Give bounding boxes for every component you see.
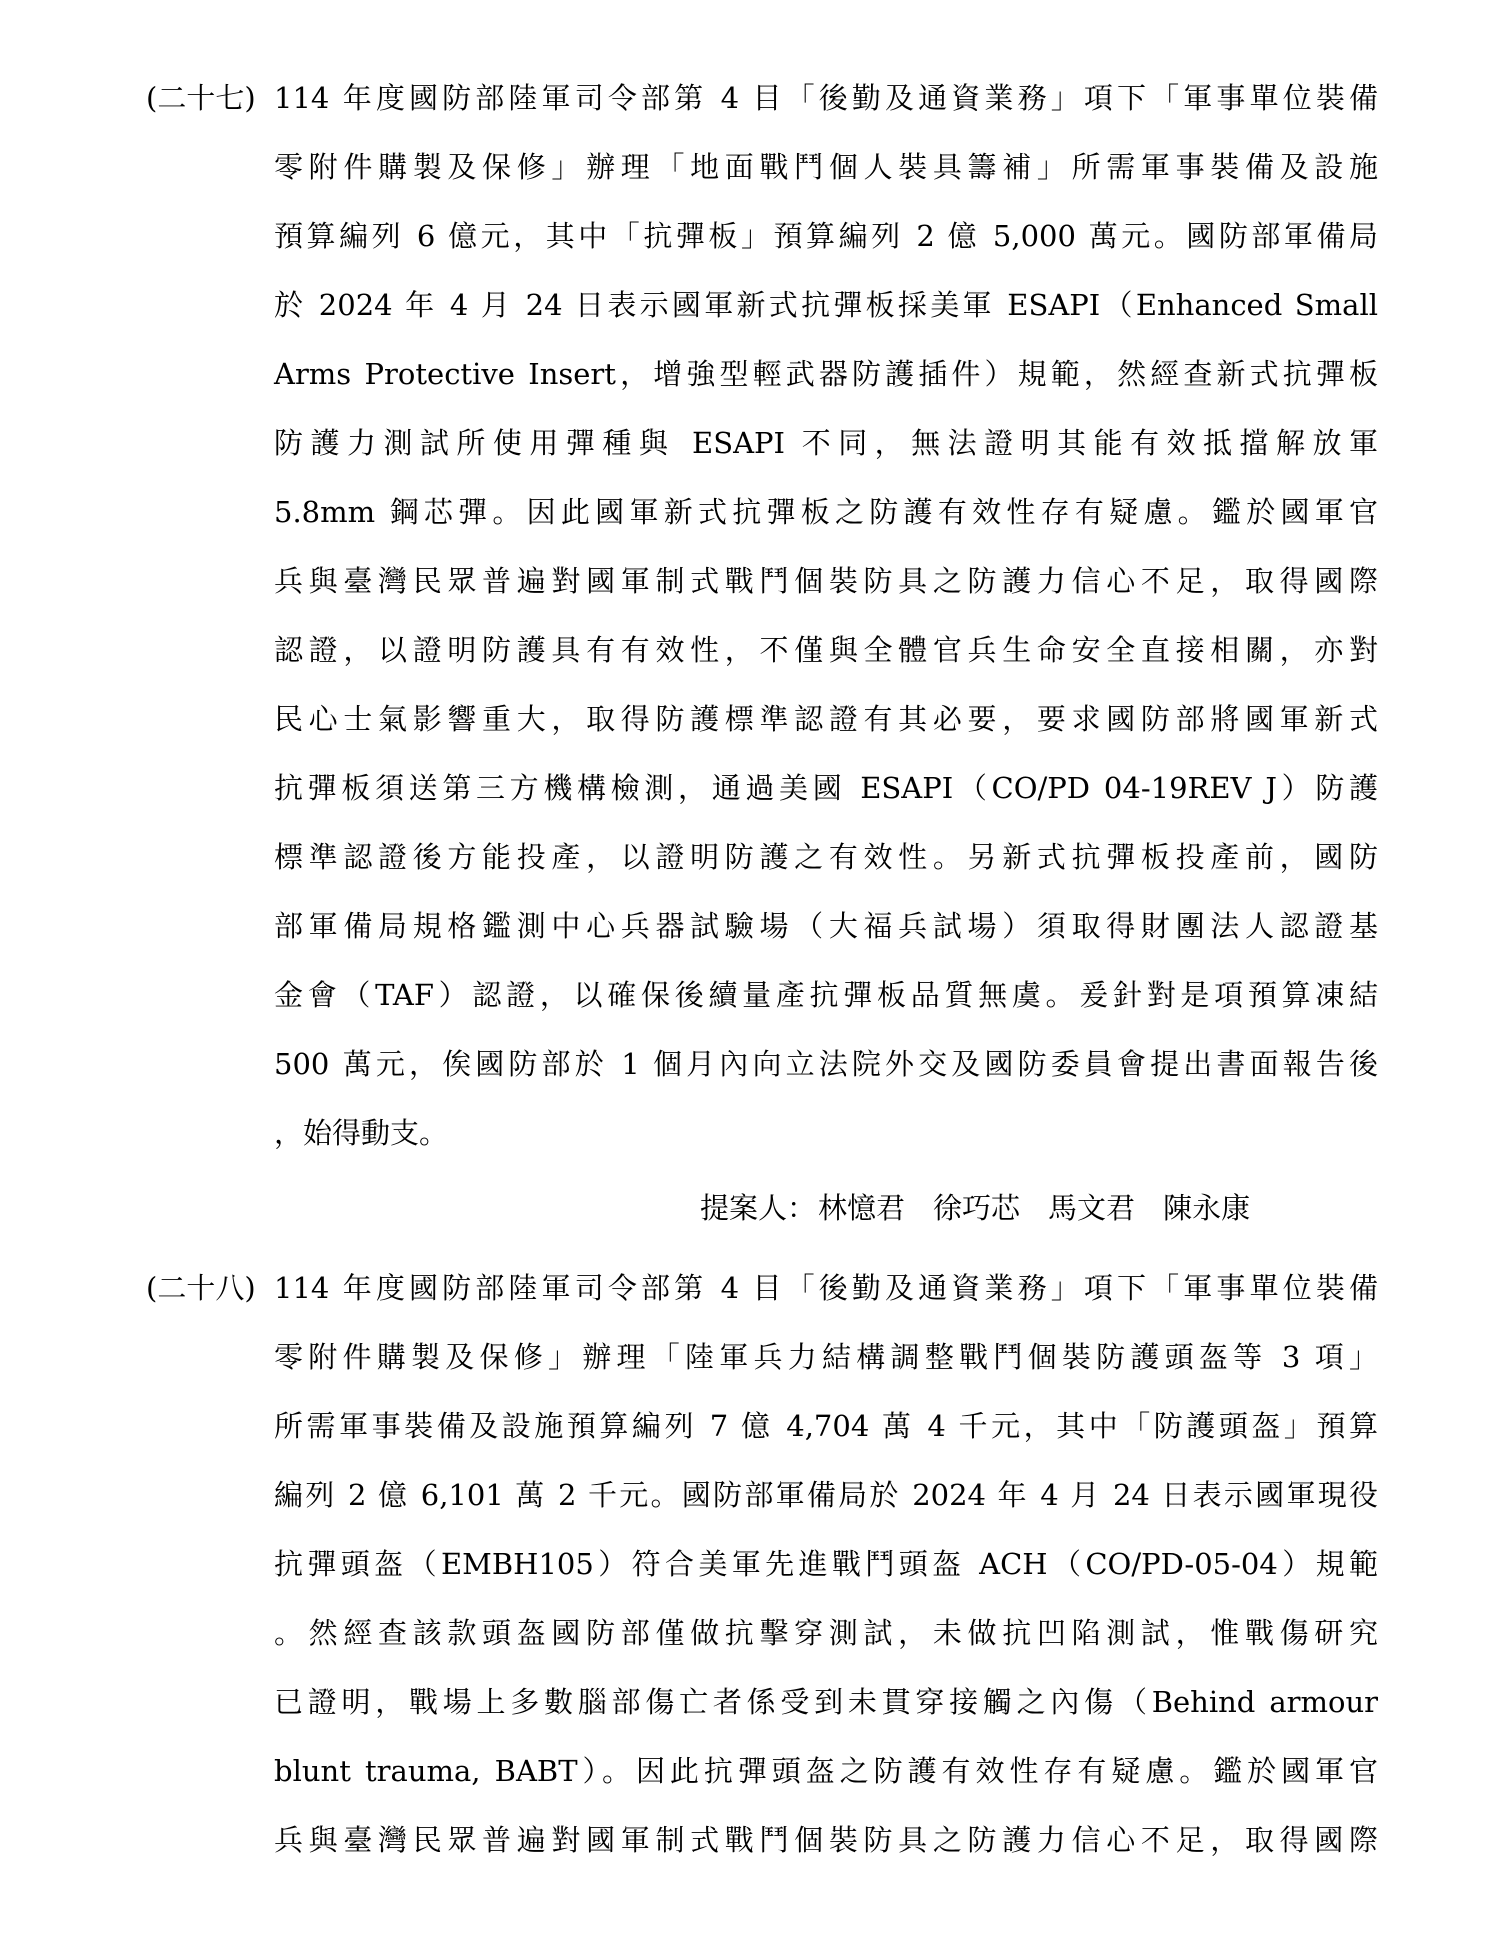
proposer-name: 陳永康 bbox=[1163, 1191, 1251, 1225]
paragraph-line: 部軍備局規格鑑測中心兵器試驗場（大福兵試場）須取得財團法人認證基 bbox=[274, 909, 1378, 943]
paragraph-line: 抗彈板須送第三方機構檢測，通過美國 ESAPI（CO/PD 04-19REV J）防護 bbox=[274, 771, 1378, 805]
paragraph-line: 兵與臺灣民眾普遍對國軍制式戰鬥個裝防具之防護力信心不足，取得國際 bbox=[274, 1823, 1378, 1857]
proposal-27 bbox=[146, 80, 1378, 1240]
paragraph-line: 已證明，戰場上多數腦部傷亡者係受到未貫穿接觸之內傷（Behind armour bbox=[274, 1685, 1378, 1719]
paragraph-line: Arms Protective Insert，增強型輕武器防護插件）規範，然經查新式抗彈板 bbox=[274, 357, 1378, 391]
proposer-name: 徐巧芯 bbox=[933, 1191, 1021, 1225]
paragraph-line: 。然經查該款頭盔國防部僅做抗擊穿測試，未做抗凹陷測試，惟戰傷研究 bbox=[274, 1616, 1378, 1650]
paragraph-line: 預算編列 6 億元，其中「抗彈板」預算編列 2 億 5,000 萬元。國防部軍備局 bbox=[274, 219, 1378, 253]
proposal-body bbox=[274, 80, 1378, 1184]
proposer-signatures bbox=[700, 1190, 1250, 1226]
paragraph-line: 114 年度國防部陸軍司令部第 4 目「後勤及通資業務」項下「軍事單位裝備 bbox=[274, 81, 1378, 115]
paragraph-line: 金會（TAF）認證，以確保後續量產抗彈板品質無虞。爰針對是項預算凍結 bbox=[274, 978, 1378, 1012]
paragraph-line: 抗彈頭盔（EMBH105）符合美軍先進戰鬥頭盔 ACH（CO/PD-05-04）規範 bbox=[274, 1547, 1378, 1581]
paragraph-line: 兵與臺灣民眾普遍對國軍制式戰鬥個裝防具之防護力信心不足，取得國際 bbox=[274, 564, 1378, 598]
proposal-28 bbox=[146, 1270, 1378, 1910]
paragraph-line: 認證，以證明防護具有有效性，不僅與全體官兵生命安全直接相關，亦對 bbox=[274, 633, 1378, 667]
paragraph-line: 零附件購製及保修」辦理「地面戰鬥個人裝具籌補」所需軍事裝備及設施 bbox=[274, 150, 1378, 184]
paragraph-line: 防護力測試所使用彈種與 ESAPI 不同，無法證明其能有效抵擋解放軍 bbox=[274, 426, 1378, 460]
proposer-name: 林憶君 bbox=[818, 1191, 906, 1225]
proposal-number: (二十八) bbox=[146, 1271, 256, 1305]
paragraph-line: blunt trauma, BABT）。因此抗彈頭盔之防護有效性存有疑慮。鑑於國軍官 bbox=[274, 1754, 1378, 1788]
paragraph-line: ，始得動支。 bbox=[274, 1116, 449, 1150]
paragraph-line: 5.8mm 鋼芯彈。因此國軍新式抗彈板之防護有效性存有疑慮。鑑於國軍官 bbox=[274, 495, 1378, 529]
paragraph-line: 所需軍事裝備及設施預算編列 7 億 4,704 萬 4 千元，其中「防護頭盔」預算 bbox=[274, 1409, 1378, 1443]
proposal-body bbox=[274, 1270, 1378, 1891]
paragraph-line: 民心士氣影響重大，取得防護標準認證有其必要，要求國防部將國軍新式 bbox=[274, 702, 1378, 736]
paragraph-line: 標準認證後方能投產，以證明防護之有效性。另新式抗彈板投產前，國防 bbox=[274, 840, 1378, 874]
paragraph-line: 500 萬元，俟國防部於 1 個月內向立法院外交及國防委員會提出書面報告後 bbox=[274, 1047, 1378, 1081]
paragraph-line: 於 2024 年 4 月 24 日表示國軍新式抗彈板採美軍 ESAPI（Enhanced Small bbox=[274, 288, 1378, 322]
proposer-name: 馬文君 bbox=[1048, 1191, 1136, 1225]
paragraph-line: 編列 2 億 6,101 萬 2 千元。國防部軍備局於 2024 年 4 月 24 日表示國軍現役 bbox=[274, 1478, 1378, 1512]
proposal-number: (二十七) bbox=[146, 81, 256, 115]
paragraph-line: 零附件購製及保修」辦理「陸軍兵力結構調整戰鬥個裝防護頭盔等 3 項」 bbox=[274, 1340, 1378, 1374]
proposer-label: 提案人： bbox=[700, 1191, 817, 1225]
paragraph-line: 114 年度國防部陸軍司令部第 4 目「後勤及通資業務」項下「軍事單位裝備 bbox=[274, 1271, 1378, 1305]
